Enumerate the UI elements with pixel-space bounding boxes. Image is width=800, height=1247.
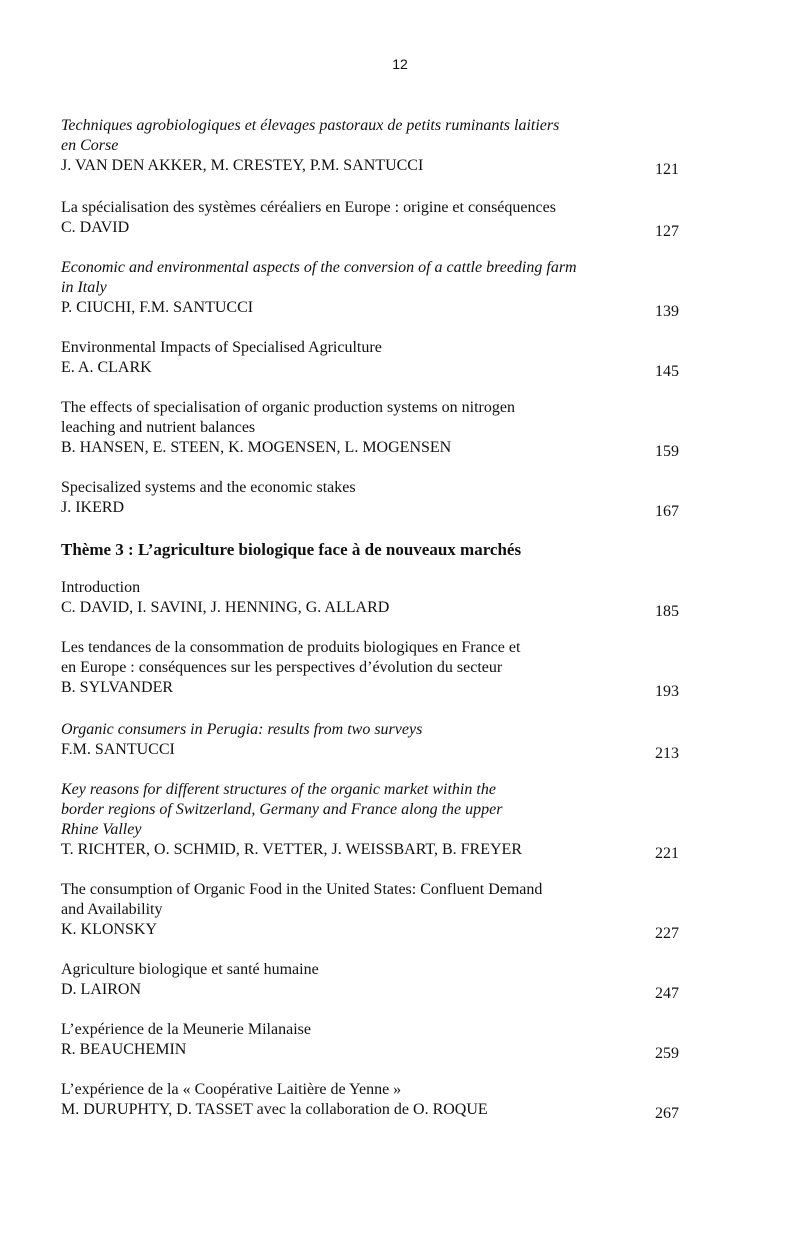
entry-title-line: L’expérience de la « Coopérative Laitière de Yenne »: [61, 1081, 402, 1098]
entry-title-line: and Availability: [61, 901, 163, 918]
entry-page-number: 121: [655, 161, 679, 178]
entry-author-row: [61, 980, 679, 1000]
entry-author-row: [61, 920, 679, 940]
toc-entry: [61, 338, 679, 378]
entry-title-line: The consumption of Organic Food in the United States: Confluent Demand: [61, 881, 543, 898]
entry-authors: R. BEAUCHEMIN: [61, 1041, 187, 1058]
entry-title-line: Environmental Impacts of Specialised Agriculture: [61, 339, 382, 356]
entry-authors: C. DAVID, I. SAVINI, J. HENNING, G. ALLARD: [61, 599, 390, 616]
entry-authors: J. VAN DEN AKKER, M. CRESTEY, P.M. SANTUCCI: [61, 157, 424, 174]
entry-authors: K. KLONSKY: [61, 921, 157, 938]
toc-entry: [61, 720, 679, 760]
entry-authors: E. A. CLARK: [61, 359, 152, 376]
entry-author-row: [61, 840, 679, 860]
entry-author-row: [61, 218, 679, 238]
entry-title-line: La spécialisation des systèmes céréaliers en Europe : origine et conséquences: [61, 199, 556, 216]
entry-authors: F.M. SANTUCCI: [61, 741, 175, 758]
toc-entry: [61, 1080, 679, 1120]
entry-authors: M. DURUPHTY, D. TASSET avec la collaboration de O. ROQUE: [61, 1101, 488, 1118]
entry-title-line: L’expérience de la Meunerie Milanaise: [61, 1021, 311, 1038]
entry-authors: J. IKERD: [61, 499, 125, 516]
entry-page-number: 139: [655, 303, 679, 320]
toc-entry: [61, 478, 679, 518]
entry-title-line: Techniques agrobiologiques et élevages pastoraux de petits ruminants laitiers: [61, 117, 560, 134]
entry-author-row: [61, 740, 679, 760]
entry-authors: C. DAVID: [61, 219, 130, 236]
toc-entry: [61, 398, 679, 458]
entry-page-number: 145: [655, 363, 679, 380]
entry-page-number: 193: [655, 683, 679, 700]
entry-author-row: [61, 1100, 679, 1120]
entry-title-line: Specisalized systems and the economic stakes: [61, 479, 356, 496]
toc-entry: [61, 116, 679, 176]
theme-heading: Thème 3 : L’agriculture biologique face à de nouveaux marchés: [61, 540, 522, 559]
entry-authors: D. LAIRON: [61, 981, 141, 998]
toc-entry: [61, 198, 679, 238]
entry-authors: T. RICHTER, O. SCHMID, R. VETTER, J. WEISSBART, B. FREYER: [61, 841, 522, 858]
toc-entry: [61, 578, 679, 618]
toc-entry: [61, 638, 679, 698]
page-number: 12: [392, 56, 408, 72]
entry-title-line: en Corse: [61, 137, 119, 154]
entry-title-line: Agriculture biologique et santé humaine: [61, 961, 319, 978]
entry-title-line: Organic consumers in Perugia: results from two surveys: [61, 721, 423, 738]
entry-page-number: 185: [655, 603, 679, 620]
entry-title-line: en Europe : conséquences sur les perspectives d’évolution du secteur: [61, 659, 503, 676]
entry-title-line: leaching and nutrient balances: [61, 419, 256, 436]
entry-author-row: [61, 1040, 679, 1060]
entry-title-line: border regions of Switzerland, Germany and France along the upper: [61, 801, 503, 818]
entry-page-number: 127: [655, 223, 679, 240]
entry-page-number: 259: [655, 1045, 679, 1062]
entry-page-number: 159: [655, 443, 679, 460]
entry-author-row: [61, 298, 679, 318]
entry-authors: P. CIUCHI, F.M. SANTUCCI: [61, 299, 254, 316]
entry-page-number: 227: [655, 925, 679, 942]
entry-title-line: Economic and environmental aspects of the conversion of a cattle breeding farm: [61, 259, 577, 276]
toc-entry: [61, 880, 679, 940]
entry-page-number: 221: [655, 845, 679, 862]
entry-title-line: Rhine Valley: [61, 821, 142, 838]
entry-author-row: [61, 598, 679, 618]
entry-page-number: 167: [655, 503, 679, 520]
entry-author-row: [61, 678, 679, 698]
toc-entry: [61, 960, 679, 1000]
toc-entry: [61, 258, 679, 318]
entry-title-line: The effects of specialisation of organic production systems on nitrogen: [61, 399, 515, 416]
toc-entry: [61, 780, 679, 860]
entry-authors: B. HANSEN, E. STEEN, K. MOGENSEN, L. MOGENSEN: [61, 439, 452, 456]
entry-page-number: 213: [655, 745, 679, 762]
toc-entry: [61, 1020, 679, 1060]
entry-author-row: [61, 156, 679, 176]
entry-author-row: [61, 358, 679, 378]
entry-page-number: 247: [655, 985, 679, 1002]
entry-title-line: in Italy: [61, 279, 107, 296]
entry-authors: B. SYLVANDER: [61, 679, 174, 696]
entry-title-line: Key reasons for different structures of the organic market within the: [61, 781, 496, 798]
entry-author-row: [61, 498, 679, 518]
entry-page-number: 267: [655, 1105, 679, 1122]
entry-title-line: Les tendances de la consommation de produits biologiques en France et: [61, 639, 521, 656]
entry-author-row: [61, 438, 679, 458]
entry-title-line: Introduction: [61, 579, 141, 596]
